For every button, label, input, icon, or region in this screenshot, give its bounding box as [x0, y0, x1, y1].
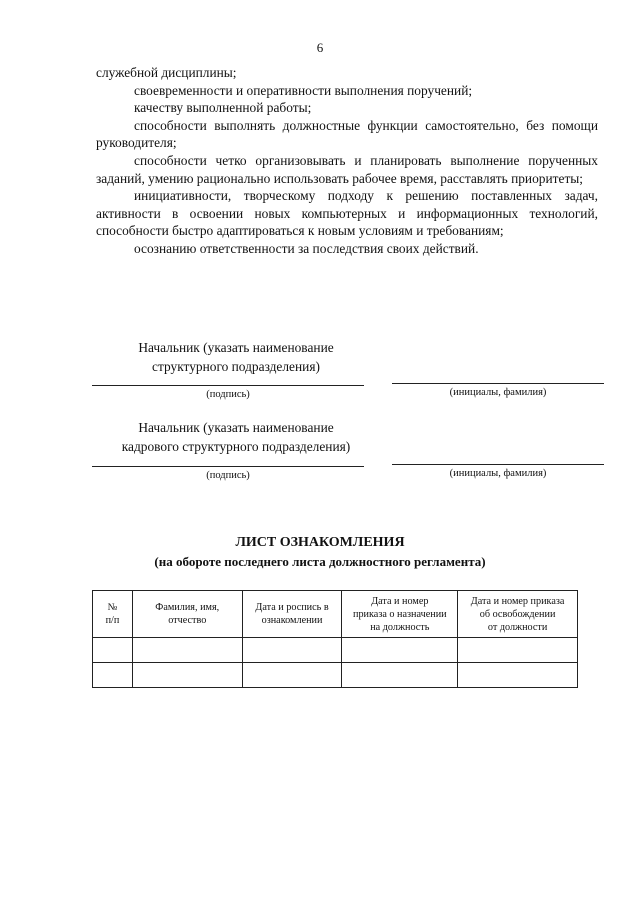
table-header-row: [93, 591, 578, 638]
signature-1-line: [92, 385, 364, 386]
header-text: приказа о назначении: [353, 608, 447, 620]
paragraph: инициативности, творческому подходу к решению поставленных задач, активности в освоении новых компьютерных и информационных технологий, способности быстро адаптироваться к новым условиям и требованиям;: [96, 188, 598, 239]
page-number: 6: [316, 40, 324, 55]
column-header-full-name: [132, 591, 242, 638]
signature-2-caption: (подпись): [206, 470, 250, 481]
table-cell: [342, 663, 458, 688]
acknowledgment-title: ЛИСТ ОЗНАКОМЛЕНИЯ: [235, 535, 405, 550]
table-cell: [458, 663, 578, 688]
regulation-text: [96, 64, 598, 258]
name-1-caption: (инициалы, фамилия): [449, 387, 547, 398]
header-text: об освобождении: [479, 608, 556, 620]
name-2-caption: (инициалы, фамилия): [449, 468, 547, 479]
signature-2-title-line2: кадрового структурного подразделения): [121, 439, 351, 454]
column-header-appointment-order: [342, 591, 458, 638]
name-1-line: [392, 383, 604, 384]
paragraph: осознанию ответственности за последствия своих действий.: [134, 240, 479, 256]
column-header-acknowledgment-date: [242, 591, 342, 638]
header-text: ознакомлении: [261, 615, 323, 626]
column-header-number: [93, 591, 133, 638]
paragraph: своевременности и оперативности выполнения поручений;: [134, 82, 473, 98]
header-text: Дата и номер: [371, 595, 429, 607]
header-text: от должности: [487, 621, 548, 633]
header-text: отчество: [168, 615, 207, 626]
table-cell: [93, 663, 133, 688]
table-cell: [132, 663, 242, 688]
table-row: [93, 638, 578, 663]
table-cell: [132, 638, 242, 663]
paragraph: способности выполнять должностные функции самостоятельно, без помощи руководителя;: [96, 117, 598, 151]
name-2-line: [392, 464, 604, 465]
table-row: [93, 663, 578, 688]
signature-2-line: [92, 466, 364, 467]
table-cell: [458, 638, 578, 663]
table-cell: [93, 638, 133, 663]
acknowledgment-subtitle: (на обороте последнего листа должностного регламента): [154, 554, 486, 569]
header-text: Дата и номер приказа: [470, 595, 565, 607]
signature-2-title: [86, 418, 386, 456]
paragraph: качеству выполненной работы;: [134, 100, 312, 116]
header-text: Дата и роспись в: [255, 602, 329, 613]
header-text: Фамилия, имя,: [155, 602, 220, 613]
signature-1-caption: (подпись): [206, 389, 250, 400]
column-header-dismissal-order: [458, 591, 578, 638]
paragraph: способности четко организовывать и планировать выполнение порученных заданий, умению рационально использовать рабочее время, расставлять приоритеты;: [96, 152, 598, 186]
signature-1-title: [96, 338, 376, 376]
header-text: №: [107, 602, 118, 613]
header-text: на должность: [370, 621, 430, 633]
table-cell: [242, 663, 342, 688]
table-cell: [242, 638, 342, 663]
signature-1-title-line1: Начальник (указать наименование: [138, 340, 334, 355]
table-cell: [342, 638, 458, 663]
acknowledgment-table: [92, 590, 578, 688]
signature-2-title-line1: Начальник (указать наименование: [138, 420, 334, 435]
header-text: п/п: [105, 615, 120, 626]
signature-1-title-line2: структурного подразделения): [152, 359, 320, 374]
paragraph: служебной дисциплины;: [96, 65, 237, 80]
